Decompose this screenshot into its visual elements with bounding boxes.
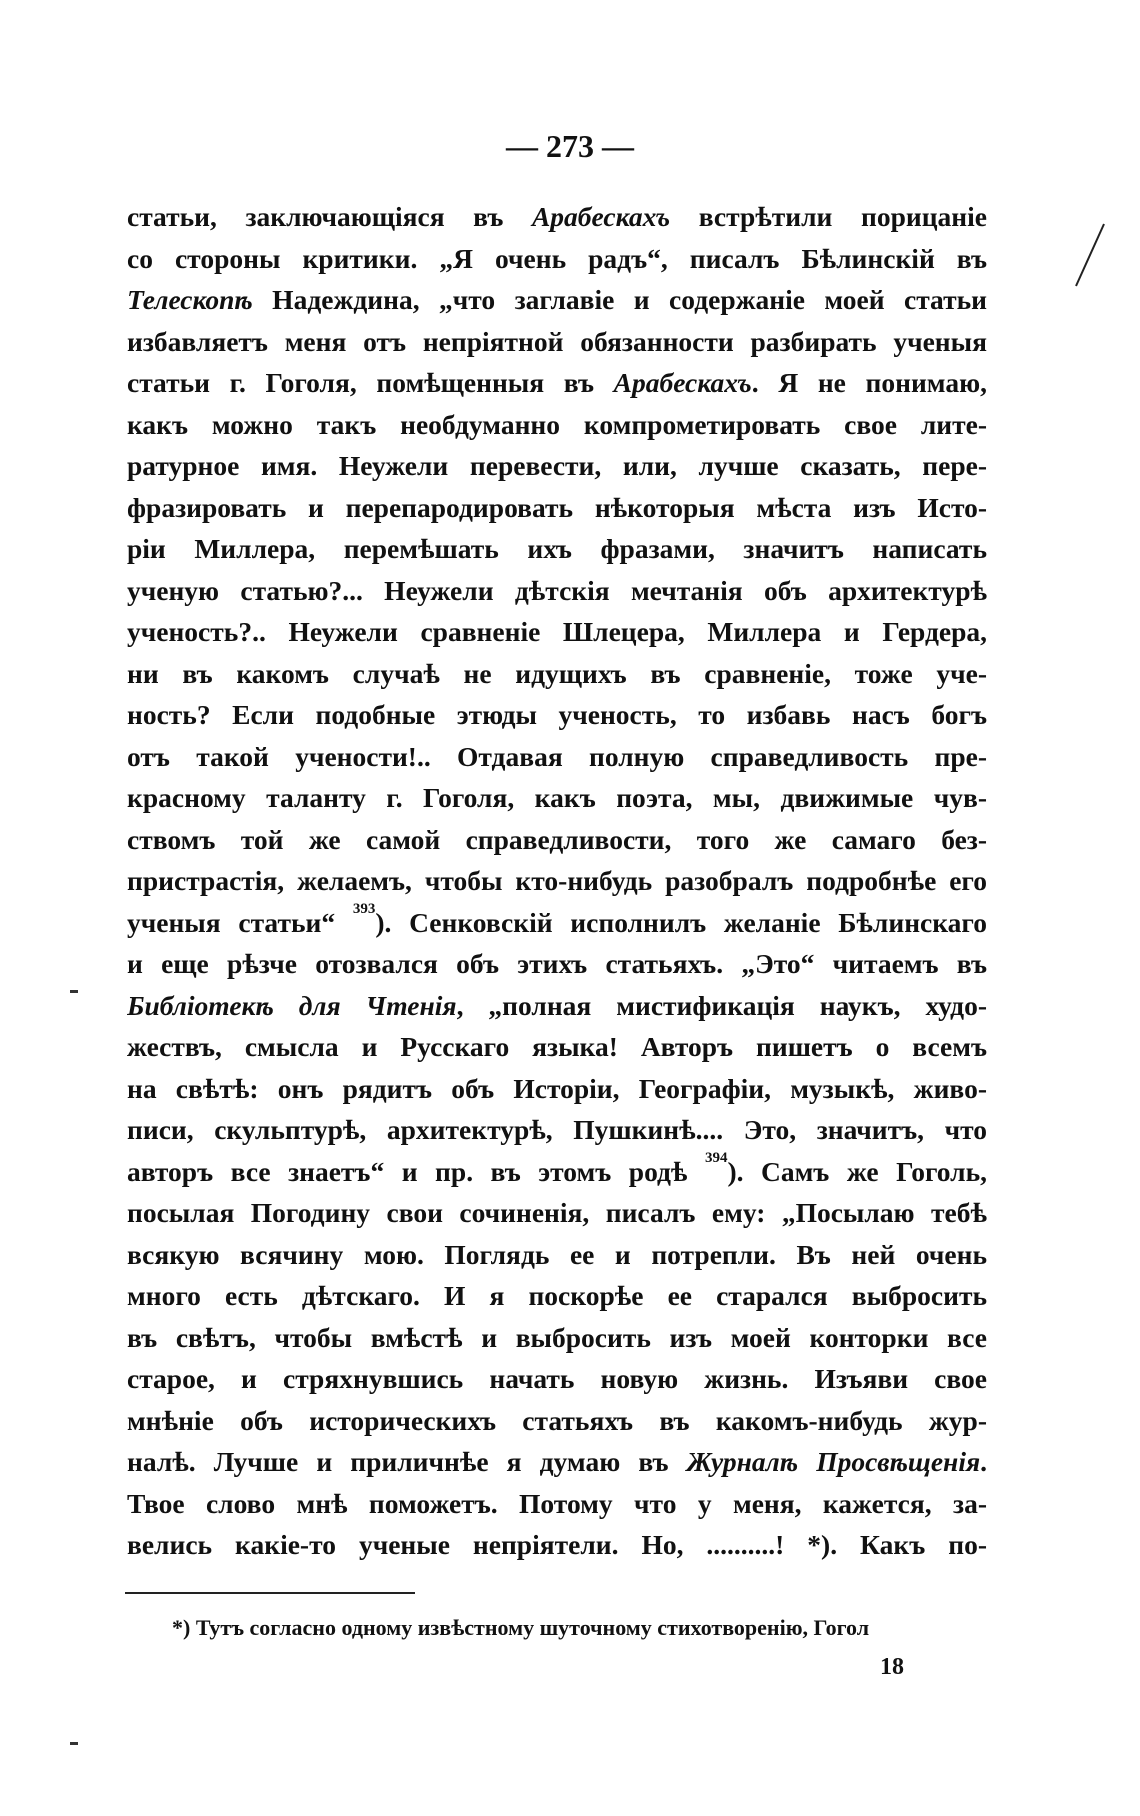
- text-line: со стороны критики. „Я очень радъ“, писалъ Бѣлинскій въ: [127, 242, 987, 274]
- text-line: ученую статью?... Неужели дѣтскія мечтанія объ архитектурѣ: [127, 574, 987, 606]
- text-line: на свѣтѣ: онъ рядитъ объ Исторіи, Географіи, музыкѣ, живо-: [127, 1072, 987, 1104]
- text-line: всякую всячину мою. Поглядь ее и потрепли. Въ ней очень: [127, 1238, 987, 1270]
- text-line: въ свѣтъ, чтобы вмѣстѣ и выбросить изъ моей конторки все: [127, 1321, 987, 1353]
- text-line: ни въ какомъ случаѣ не идущихъ въ сравненіе, тоже уче-: [127, 657, 987, 689]
- text-line: Библіотекѣ для Чтенія, „полная мистификація наукъ, худо-: [127, 989, 987, 1021]
- footnote: *) Тутъ согласно одному извѣстному шуточному стихотворенію, Гогол: [172, 1615, 870, 1640]
- text-line: Телескопѣ Надеждина, „что заглавіе и содержаніе моей статьи: [127, 284, 987, 315]
- text-line: ріи Миллера, перемѣшать ихъ фразами, значитъ написать: [127, 533, 987, 564]
- text-line: жествъ, смысла и Русскаго языка! Авторъ пишетъ о всемъ: [127, 1031, 987, 1062]
- text-line: ученыя статьи“ $^{393}$). Сенковскій исполнилъ желаніе Бѣлинскаго: [127, 901, 987, 938]
- text-line: ность? Если подобные этюды ученость, то избавь насъ богъ: [127, 699, 987, 730]
- text-line: какъ можно такъ необдуманно компрометировать свое лите-: [127, 408, 987, 440]
- text-line: посылая Погодину свои сочиненія, писалъ ему: „Посылаю тебѣ: [127, 1197, 987, 1228]
- text-line: ученость?.. Неужели сравненіе Шлецера, Миллера и Гердера,: [127, 616, 987, 647]
- body-text: [127, 196, 987, 1566]
- margin-pencil-mark: [1070, 220, 1110, 290]
- text-line: ствомъ той же самой справедливости, того же самаго без-: [127, 823, 987, 855]
- text-line: ратурное имя. Неужели перевести, или, лучше сказать, пере-: [127, 450, 987, 481]
- footnote-rule: [125, 1592, 415, 1594]
- page-number: — 273 —: [506, 128, 634, 164]
- text-line: фразировать и перепародировать нѣкоторыя мѣста изъ Исто-: [127, 491, 987, 523]
- text-line: статьи г. Гоголя, помѣщенныя въ Арабескахъ. Я не понимаю,: [127, 367, 987, 398]
- text-line: налѣ. Лучше и приличнѣе я думаю въ Журналѣ Просвѣщенія.: [127, 1446, 987, 1477]
- text-line: много есть дѣтскаго. И я поскорѣе ее старался выбросить: [127, 1280, 987, 1311]
- margin-dash-mark: [70, 990, 78, 993]
- margin-dash-mark: [70, 1742, 78, 1745]
- text-line: авторъ все знаетъ“ и пр. въ этомъ родѣ $^{394}$). Самъ же Гоголь,: [127, 1150, 987, 1187]
- text-line: красному таланту г. Гоголя, какъ поэта, мы, движимые чув-: [127, 782, 987, 813]
- text-line: отъ такой учености!.. Отдавая полную справедливость пре-: [127, 740, 987, 772]
- text-line: писи, скульптурѣ, архитектурѣ, Пушкинѣ.... Это, значитъ, что: [127, 1114, 987, 1145]
- text-line: и еще рѣзче отозвался объ этихъ статьяхъ. „Это“ читаемъ въ: [127, 948, 987, 979]
- text-line: велись какіе-то ученые непріятели. Но, ..........! *). Какъ по-: [127, 1529, 987, 1560]
- text-line: пристрастія, желаемъ, чтобы кто-нибудь разобралъ подробнѣе его: [127, 865, 987, 896]
- text-line: старое, и стряхнувшись начать новую жизнь. Изъяви свое: [127, 1363, 987, 1394]
- signature-mark: 18: [880, 1654, 904, 1680]
- text-line: избавляетъ меня отъ непріятной обязанности разбирать ученыя: [127, 325, 987, 357]
- text-line: мнѣніе объ историческихъ статьяхъ въ какомъ-нибудь жур-: [127, 1404, 987, 1436]
- text-line: Твое слово мнѣ поможетъ. Потому что у меня, кажется, за-: [127, 1487, 987, 1519]
- text-line: статьи, заключающіяся въ Арабескахъ встрѣтили порицаніе: [127, 201, 987, 232]
